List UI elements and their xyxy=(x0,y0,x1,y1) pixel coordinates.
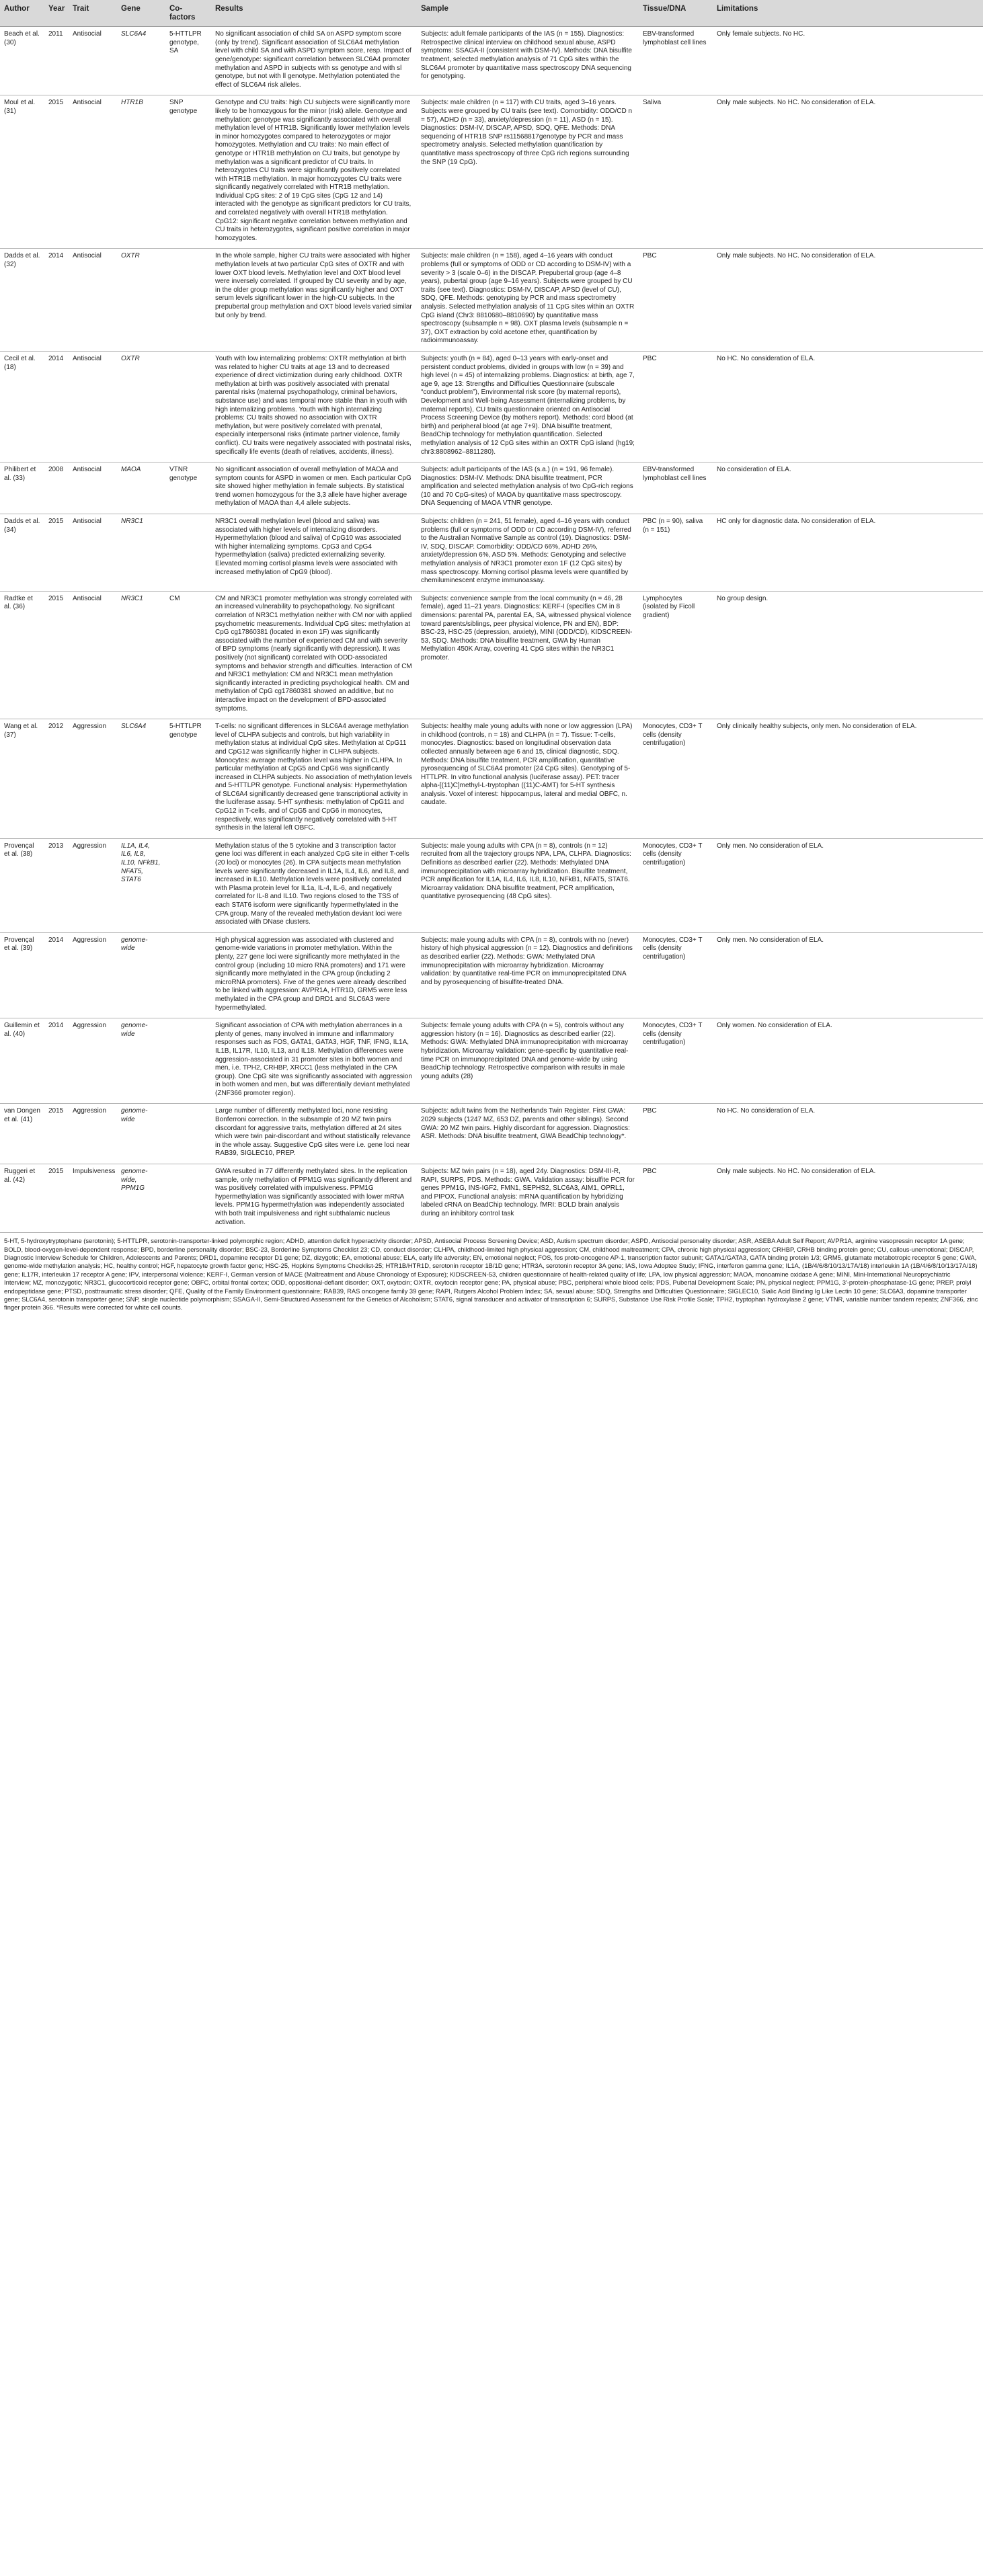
cell-gene: genome-wide xyxy=(117,1018,165,1104)
cell-results: Methylation status of the 5 cytokine and 3 transcription factor gene loci was different in each analyzed CpG site in either T-cells (20 loci) or monocytes (26). In CPA subjects mean methylation levels were significantly decreased in IL1A, IL4, IL6, and IL8, and increased in IL10. Methylation levels were positively correlated with Plasma protein level for IL1a, IL-4, IL-6, and negatively correlated for IL-8 and IL10. Two regions closed to the TSS of each STAT6 isoform were significantly hypermethylated in the CPA group. Many of the revealed methylation deviant loci were associated with DNase clusters. xyxy=(211,838,417,932)
cell-limitations: Only male subjects. No HC. No consideration of ELA. xyxy=(713,249,983,352)
cell-author: van Dongen et al. (41) xyxy=(0,1104,44,1164)
cell-tissue: PBC xyxy=(639,1104,713,1164)
cell-author: Guillemin et al. (40) xyxy=(0,1018,44,1104)
cell-author: Provençal et al. (38) xyxy=(0,838,44,932)
cell-trait: Aggression xyxy=(69,838,117,932)
cell-trait: Antisocial xyxy=(69,95,117,249)
cell-tissue: Monocytes, CD3+ T cells (density centrifugation) xyxy=(639,932,713,1018)
cell-limitations: No consideration of ELA. xyxy=(713,462,983,514)
cell-cofactors xyxy=(165,351,211,462)
cell-year: 2015 xyxy=(44,514,69,592)
cell-limitations: Only clinically healthy subjects, only men. No consideration of ELA. xyxy=(713,719,983,839)
cell-limitations: HC only for diagnostic data. No consideration of ELA. xyxy=(713,514,983,592)
methylation-studies-table xyxy=(0,0,983,1233)
cell-trait: Antisocial xyxy=(69,591,117,719)
cell-gene: IL1A, IL4, IL6, IL8, IL10, NFkB1, NFAT5, STAT6 xyxy=(117,838,165,932)
cell-sample: Subjects: adult participants of the IAS (s.a.) (n = 191, 96 female). Diagnostics: DSM-IV. Methods: DNA bisulfite treatment, PCR amplification and selected methylation analysis of two CpG-rich regions (10 and 70 CpG-sites) of MAOA by quantitative mass spectroscopy. DNA Sequencing of MAOA VTNR genotype. xyxy=(417,462,639,514)
cell-year: 2013 xyxy=(44,838,69,932)
cell-tissue: PBC xyxy=(639,351,713,462)
cell-sample: Subjects: children (n = 241, 51 female), aged 4–16 years with conduct problems (full or symptoms of ODD or CD according DSM-IV), referred to the Australian Normative Sample as control (19). Diagnostics: DSM-IV, SDQ, DISCAP. Comorbidity: ODD/CD 66%, ADHD 26%, anxiety/depression 6%, ASD 5%. Methods: Genotyping and selective methylation analysis of NR3C1 promoter exon 1F (12 CpG sites) by mass spectroscopy. Morning cortisol plasma levels were quantified by chemiluminescent enzyme immunoassay. xyxy=(417,514,639,592)
table-row xyxy=(0,1164,983,1233)
table-row xyxy=(0,351,983,462)
cell-sample: Subjects: MZ twin pairs (n = 18), aged 24y. Diagnostics: DSM-III-R, RAPI, SURPS, PDS. Methods: GWA. Validation assay: bisulfite PCR for genes PPM1G, INS-IGF2, FMN1, SEPHS2, SLC6A3, AIM1, OPRL1, and PIPOX. Functional analysis: mRNA quantification by hybridizing labeled cRNA on BeadChip technology. fMRI: BOLD brain analysis during an inhibitory control task xyxy=(417,1164,639,1233)
cell-year: 2015 xyxy=(44,1164,69,1233)
cell-author: Beach et al. (30) xyxy=(0,27,44,95)
cell-year: 2015 xyxy=(44,591,69,719)
cell-tissue: Monocytes, CD3+ T cells (density centrifugation) xyxy=(639,719,713,839)
table-row xyxy=(0,591,983,719)
cell-trait: Antisocial xyxy=(69,351,117,462)
cell-tissue: PBC (n = 90), saliva (n = 151) xyxy=(639,514,713,592)
cell-tissue: EBV-transformed lymphoblast cell lines xyxy=(639,462,713,514)
table-row xyxy=(0,719,983,839)
cell-year: 2015 xyxy=(44,95,69,249)
cell-results: High physical aggression was associated with clustered and genome-wide variations in promoter methylation. Within the plenty, 227 gene loci were significantly more methylated in the control group (including 10 micro RNA promoters) and 171 were significantly more methylated in the CPA group (including 2 microRNA promoters). Five of the genes were already described to be linked with aggression: AVPR1A, HTR1D, GRM5 were less methylated in the CPA group and DRD1 and SLC6A3 were hypermethylated. xyxy=(211,932,417,1018)
cell-results: Significant association of CPA with methylation aberrances in a plenty of genes, many involved in immune and inflammatory responses such as FOS, GATA1, GATA3, HGF, TNF, IFNG, IL1A, IL1B, IL17R, IL10, IL13, and IL18. Methylation differences were aggression-associated in 31 promoter sites in both women and men, i.e. TPH2, CRHBP, XRCC1 (less methylated in the CPA group). One CpG site was significantly associated with aggression in both women and men, but was differentially deviant methylated (ZNF366 promoter region). xyxy=(211,1018,417,1104)
cell-sample: Subjects: male young adults with CPA (n = 8), controls with no (never) history of high physical aggression (n = 12). Diagnostics and definitions as described earlier (22). Methods: GWA: Methylated DNA immunoprecipitation with microarray hybridization. Microarray validation: by quantitative real-time PCR on immunoprecipitated DNA and by pyrosequencing of bisulfite-treated DNA. xyxy=(417,932,639,1018)
cell-gene: genome-wide, PPM1G xyxy=(117,1164,165,1233)
cell-limitations: Only male subjects. No HC. No consideration of ELA. xyxy=(713,1164,983,1233)
cell-tissue: Monocytes, CD3+ T cells (density centrifugation) xyxy=(639,838,713,932)
cell-results: Genotype and CU traits: high CU subjects were significantly more likely to be homozygous for the minor (risk) allele. Genotype and methylation: genotype was significantly associated with overall methylation level of HTR1B. Significantly lower methylation levels in minor homozygotes compared to heterozygotes or major homozygotes. Methylation and CU traits: No main effect of genotype or HTR1B methylation on CU traits, but genotype by methylation was a significant predictor of CU traits. In heterozygotes CU traits were significantly positively correlated with HTR1B methylation. In major homozygotes CU traits were significantly negatively correlated with HTR1B methylation. Individual CpG sites: 2 of 19 CpG sites (CpG 12 and 14) interacted with the genotype as significant predictors for CU traits, and correlated negatively with overall HTR1B methylation. CpG12: significant negative correlation between methylation and CU traits in heterozygotes, significant positive correlation in major homozygotes. xyxy=(211,95,417,249)
table-row xyxy=(0,838,983,932)
cell-cofactors xyxy=(165,1018,211,1104)
cell-trait: Antisocial xyxy=(69,27,117,95)
cell-cofactors: SNP genotype xyxy=(165,95,211,249)
cell-year: 2011 xyxy=(44,27,69,95)
cell-limitations: No group design. xyxy=(713,591,983,719)
cell-gene: OXTR xyxy=(117,249,165,352)
table-header-row xyxy=(0,0,983,27)
cell-cofactors: VTNR genotype xyxy=(165,462,211,514)
header-limitations: Limitations xyxy=(713,0,983,27)
cell-sample: Subjects: female young adults with CPA (n = 5), controls without any aggression history (n = 16). Diagnostics as described earlier (22). Methods: GWA: Methylated DNA immunoprecipitation with microarray hybridization. Microarray validation: gene-specific by quantitative real-time PCR on immunoprecipitated DNA and genome-wide by using BeadChip technology. Retrospective comparison with results in male young adults (28) xyxy=(417,1018,639,1104)
cell-cofactors xyxy=(165,932,211,1018)
cell-sample: Subjects: adult twins from the Netherlands Twin Register. First GWA: 2029 subjects (1247 MZ, 653 DZ, parents and other siblings). Second GWA: 20 MZ twin pairs. Highly discordant for aggression. Diagnostics: ASR. Methods: DNA bisulfite treatment, GWA BeadChip technology*. xyxy=(417,1104,639,1164)
cell-gene: MAOA xyxy=(117,462,165,514)
cell-tissue: Saliva xyxy=(639,95,713,249)
header-tissue: Tissue/DNA xyxy=(639,0,713,27)
cell-tissue: Lymphocytes (isolated by Ficoll gradient) xyxy=(639,591,713,719)
header-year: Year xyxy=(44,0,69,27)
cell-results: CM and NR3C1 promoter methylation was strongly correlated with an increased vulnerability to psychopathology. No significant correlation of NR3C1 methylation neither with CM nor with applied psychometric measurements. Individual CpG sites: methylation at CpG cg17860381 (located in exon 1F) was significantly associated with the number of experienced CM and with severity of BPD symptoms (nearly significantly with depression). It was positively (not significant) correlated with ODD-associated symptoms and behavior strength and difficulties. Interaction of CM and NR3C1 methylation: CM and NR3C1 mean methylation significantly interacted in predicting psychological health. CM and methylation of CpG cg17860381 showed an additive, but no interactive impact on the development of BPD-associated symptoms. xyxy=(211,591,417,719)
cell-trait: Antisocial xyxy=(69,514,117,592)
cell-year: 2015 xyxy=(44,1104,69,1164)
cell-gene: genome-wide xyxy=(117,1104,165,1164)
cell-author: Wang et al. (37) xyxy=(0,719,44,839)
cell-results: GWA resulted in 77 differently methylated sites. In the replication sample, only methylation of PPM1G was significantly different and was positively correlated with impulsiveness. PPM1G hypermethylation was significantly associated with lower mRNA levels. PPM1G hypermethylation was independently associated with both trait impulsiveness and right subthalamic nucleus activation. xyxy=(211,1164,417,1233)
cell-limitations: Only men. No consideration of ELA. xyxy=(713,838,983,932)
cell-trait: Aggression xyxy=(69,719,117,839)
table-row xyxy=(0,932,983,1018)
header-results: Results xyxy=(211,0,417,27)
cell-tissue: PBC xyxy=(639,1164,713,1233)
cell-cofactors: CM xyxy=(165,591,211,719)
table-row xyxy=(0,1104,983,1164)
table-row xyxy=(0,95,983,249)
cell-author: Dadds et al. (32) xyxy=(0,249,44,352)
table-row xyxy=(0,1018,983,1104)
cell-trait: Aggression xyxy=(69,932,117,1018)
table-row xyxy=(0,514,983,592)
cell-sample: Subjects: male children (n = 117) with CU traits, aged 3–16 years. Subjects were grouped by CU traits (see text). Comorbidity: ODD/CD n = 57), ADHD (n = 33), anxiety/depression (n = 11), ASD (n = 15). Diagnostics: DSM-IV, DISCAP, APSD, SDQ, QFE. Methods: DNA sequencing of HTR1B SNP rs11568817genotype by PCR and mass spectrometry analysis. Selected methylation quantification by quantitative mass spectroscopy of three CpG rich regions surrounding the SNP (19 CpG). xyxy=(417,95,639,249)
cell-sample: Subjects: male young adults with CPA (n = 8), controls (n = 12) recruited from all the trajectory groups NPA, LPA, CLHPA. Diagnostics: Definitions as described earlier (22). Methods: Methylated DNA immunoprecipitation with microarray hybridization. Bisulfite treatment, PCR amplification for IL1A, IL4, IL6, IL8, IL10, NFkB1, NFAT5, STAT6. Microarray validation: DNA bisulfite treatment, PCR amplification, quantitative pyrosequencing (48 CpG sites). xyxy=(417,838,639,932)
cell-sample: Subjects: adult female participants of the IAS (n = 155). Diagnostics: Retrospective clinical interview on childhood sexual abuse, ASPD symptoms: SSAGA-II (consistent with DSM-IV). Methods: DNA bisulfite treatment, selected methylation analysis of 71 CpG sites within the SLC6A4 promoter by quantitative mass spectroscopy DNA sequencing for genotyping. xyxy=(417,27,639,95)
cell-limitations: Only male subjects. No HC. No consideration of ELA. xyxy=(713,95,983,249)
cell-sample: Subjects: male children (n = 158), aged 4–16 years with conduct problems (full or symptoms of ODD or CD according to DSM-IV) with a severity > 3 (scale 0–6) in the DISCAP. Prepubertal group (age 4–8 years), pubertal group (age 9–16 years). Subjects were grouped by CU traits (see text). Diagnostics: DSM-IV, DISCAP, APSD (level of CU), SDQ, QFE. Methods: genotyping by PCR and mass spectrometry analysis. Selected methylation analysis of 11 CpG sites within an OXTR CpG island (Chr3: 8810680–8810690) by quantitative mass spectroscopy (subsample n = 98). OXT plasma levels (subsample n = 37), OXT extraction by cold acetone ether, quantification by radioimmunoassay. xyxy=(417,249,639,352)
cell-author: Radtke et al. (36) xyxy=(0,591,44,719)
table-row xyxy=(0,27,983,95)
cell-cofactors: 5-HTTLPR genotype, SA xyxy=(165,27,211,95)
cell-gene: SLC6A4 xyxy=(117,719,165,839)
cell-trait: Aggression xyxy=(69,1104,117,1164)
cell-author: Moul et al. (31) xyxy=(0,95,44,249)
cell-year: 2014 xyxy=(44,1018,69,1104)
cell-results: Youth with low internalizing problems: OXTR methylation at birth was related to higher CU traits at age 13 and to decreased experience of direct victimization during early childhood. OXTR methylation at birth was positively associated with prenatal parental risks (maternal psychopathology, criminal behaviors, substance use) and was temporal more stable than in youth with high internalizing problems. Youth with high internalizing problems: CU traits showed no association with OXTR methylation, but were positively correlated with prenatal, especially interpersonal risks (intimate partner violence, family conflict). CU traits were negatively associated with postnatal risks, specifically life events (death of relatives, accidents, illness). xyxy=(211,351,417,462)
cell-author: Philibert et al. (33) xyxy=(0,462,44,514)
cell-cofactors xyxy=(165,249,211,352)
cell-sample: Subjects: healthy male young adults with none or low aggression (LPA) in childhood (controls, n = 18) and CLHPA (n = 7). Tissue: T-cells, monocytes. Diagnostics: based on longitudinal observation data collected annually between age 6 and 15, clinical diagnostic, SDQ. Methods: DNA bisulfite treatment, PCR amplification, quantitative pyrosequencing of SLC6A4 promoter (24 CpG sites). Genotyping of 5-HTTLPR. In vitro functional analysis (luciferase assay). PET: tracer alpha-[(11)C]methyl-L-tryptophan ((11)C-AMT) for 5-HT synthesis analysis. Voxel of interest: hippocampus, lateral and medial OBFC, n. caudate. xyxy=(417,719,639,839)
cell-year: 2008 xyxy=(44,462,69,514)
cell-author: Cecil et al. (18) xyxy=(0,351,44,462)
cell-gene: HTR1B xyxy=(117,95,165,249)
cell-tissue: PBC xyxy=(639,249,713,352)
cell-results: T-cells: no significant differences in SLC6A4 average methylation level of CLHPA subjects and controls, but high variability in methylation status at individual CpG sites. Methylation at CpG11 and CpG12 was significantly higher in CLHPA subjects. Monocytes: average methylation level was higher in CLHPA. In particular methylation at CpG5 and CpG6 was significantly increased in CLHPA subjects. No association of methylation levels and 5-HTTLPR genotype. Functional analysis: Hypermethylation of SLC6A4 significantly decreased gene transcriptional activity in the luciferase assay. 5-HT synthesis: methylation of CpG11 and CpG12 in T-cells, and of CpG5 and CpG6 in monocytes, respectively, was significantly negatively correlated with 5-HT synthesis in the lateral left OBFC. xyxy=(211,719,417,839)
cell-sample: Subjects: youth (n = 84), aged 0–13 years with early-onset and persistent conduct problems, divided in groups with low (n = 39) and high level (n = 45) of internalizing problems. Diagnostics: at birth, age 7, age 9, age 13: Strengths and Difficulties Questionnaire (subscale “conduct problem”), Environmental risk score (by maternal reports), Development and Well-being Assessment (internalizing problems, by maternal reports), CU traits questionnaire oriented on Antisocial Process Screening Device (by mothers report). Methods: cord blood (at birth) and peripheral blood (at age 7+9). DNA bisulfite treatment, BeadChip technology for methylation quantification. Selected methylation analysis of 12 CpG sites within an OXTR CpG island (hg19; chr3:8808962–8811280). xyxy=(417,351,639,462)
cell-cofactors xyxy=(165,1104,211,1164)
abbreviations-footnote: 5-HT, 5-hydroxytryptophane (serotonin); 5-HTTLPR, serotonin-transporter-linked polymorphic region; ADHD, attention deficit hyperactivity disorder; APSD, Antisocial Process Screening Device; ASD, Autism spectrum disorder; ASPD, Antisocial personality disorder; ASR, ASEBA Adult Self Report; AVPR1A, arginine vasopressin receptor 1A gene; BOLD, blood-oxygen-level-dependent response; BPD, borderline personality disorder; BSC-23, Borderline Symptoms Checklist 23; CD, conduct disorder; CLHPA, childhood-limited high physical aggression; CM, childhood maltreatment; CPA, chronic high physical aggression; CRHBP, CRHB binding protein gene; CU, callous-unemotional; DISCAP, Diagnostic Interview Schedule for Children, Adolescents and Parents; DRD1, dopamine receptor D1 gene; DZ, dizygotic; EA, emotional abuse; ELA, early life adversity; EN, emotional neglect; FOS, fos proto-oncogene AP-1, transcription factor subunit; GATA1/GATA3, GATA binding protein 1/3; GRM5, glutamate metabotropic receptor 5 gene; GWA, genome-wide methylation analysis; HC, healthy control; HGF, hepatocyte growth factor gene; HSC-25, Hopkins Symptoms Checklist-25; HTR1B/HTR1D, serotonin receptor 1B/1D gene; HTR3A, serotonin receptor 3A gene; IAS, Iowa Adoptee Study; IFNG, interferon gamma gene; IL1A, (1B/4/6/8/10/13/17A/18) interleukin 1A (1B/4/6/8/10/13/17A/18) gene; IL17R, interleukin 17 receptor A gene; IPV, interpersonal violence; KERF-I, German version of MACE (Maltreatment and Abuse Chronology of Exposure); KIDSCREEN-53, children questionnaire of health-related quality of life; LPA, low physical aggression; MAOA, monoamine oxidase A gene; MINI, Mini-International Neuropsychiatric Interview; MZ, monozygotic; NR3C1, glucocorticoid receptor gene; OBFC, orbital frontal cortex; ODD, oppositional-defiant disorder; OXT, oxytocin; OXTR, oxytocin receptor gene; PA, physical abuse; PBC, peripheral whole blood cells; PDS, Pubertal Development Scale; PN, physical neglect; PPM1G, 3′-protein-phosphatase-1G gene; PREP, prolyl endopeptidase gene; PTSD, posttraumatic stress disorder; QFE, Quality of the Family Environment questionnaire; RAB39, RAS oncogene family 39 gene; RAPI, Rutgers Alcohol Problem Index; SA, sexual abuse; SDQ, Strengths and Difficulties Questionnaire; SIGLEC10, Sialic Acid Binding Ig Like Lectin 10 gene; SLC6A3, dopamine transporter gene; SLC6A4, serotonin transporter gene; SNP, single nucleotide polymorphism; SSAGA-II, Semi-Structured Assessment for the Genetics of Alcoholism; STAT6, signal transducer and activator of transcription 6; SURPS, Substance Use Risk Profile Scale; TPH2, tryptophan hydroxylase 2 gene; VTNR, variable number tandem repeats; ZNF366, zinc finger protein 366. *Results were corrected for white cell counts. xyxy=(4,1237,978,1312)
cell-results: No significant association of overall methylation of MAOA and symptom counts for ASPD in women or men. Each particular CpG site showed higher methylation in female subjects. By statistical trend women homozygous for the 3,3 allele have higher average methylation of MAOA than 4,4 allele subjects. xyxy=(211,462,417,514)
cell-year: 2014 xyxy=(44,249,69,352)
cell-limitations: Only men. No consideration of ELA. xyxy=(713,932,983,1018)
cell-tissue: Monocytes, CD3+ T cells (density centrifugation) xyxy=(639,1018,713,1104)
cell-cofactors: 5-HTTLPR genotype xyxy=(165,719,211,839)
cell-gene: OXTR xyxy=(117,351,165,462)
cell-trait: Antisocial xyxy=(69,249,117,352)
cell-cofactors xyxy=(165,838,211,932)
cell-gene: NR3C1 xyxy=(117,591,165,719)
cell-cofactors xyxy=(165,514,211,592)
cell-results: NR3C1 overall methylation level (blood and saliva) was associated with higher levels of internalizing disorders. Hypermethylation (blood and saliva) of CpG10 was associated with higher internalizing symptoms. CpG3 and CpG4 hypermethylation (saliva) predicted externalizing severity. Elevated morning cortisol plasma levels were associated with increased methylation of CpG9 (blood). xyxy=(211,514,417,592)
table-row xyxy=(0,249,983,352)
cell-limitations: No HC. No consideration of ELA. xyxy=(713,351,983,462)
cell-author: Ruggeri et al. (42) xyxy=(0,1164,44,1233)
cell-year: 2012 xyxy=(44,719,69,839)
cell-limitations: Only female subjects. No HC. xyxy=(713,27,983,95)
cell-trait: Aggression xyxy=(69,1018,117,1104)
header-sample: Sample xyxy=(417,0,639,27)
cell-year: 2014 xyxy=(44,932,69,1018)
cell-cofactors xyxy=(165,1164,211,1233)
cell-year: 2014 xyxy=(44,351,69,462)
cell-sample: Subjects: convenience sample from the local community (n = 46, 28 female), aged 11–21 years. Diagnostics: KERF-I (specifies CM in 8 dimensions: parental PA, parental EA, SA, witnessed physical violence toward parents/siblings, peer physical violence, PN and EN), BDP: BSC-23, HSC-25 (depression, anxiety), MINI (ODD/CD), KIDSCREEN-53, SDQ. Methods: DNA bisulfite treatment, GWA by Human Methylation 450K Array, covering 41 CpG sites within the NR3C1 promoter. xyxy=(417,591,639,719)
header-author: Author xyxy=(0,0,44,27)
cell-trait: Antisocial xyxy=(69,462,117,514)
cell-results: No significant association of child SA on ASPD symptom score (only by trend). Significant association of SLC6A4 methylation level with child SA and with ASPD symptom score, resp. Impact of gene/genotype: significant correlation between SLC6A4 promoter methylation and ASPD in subjects with ss genotype and with sl genotype, but not with ll genotype. Methylation potentiated the effect of SLC6A4 risk alleles. xyxy=(211,27,417,95)
header-gene: Gene xyxy=(117,0,165,27)
table-body xyxy=(0,27,983,1233)
cell-limitations: Only women. No consideration of ELA. xyxy=(713,1018,983,1104)
table-row xyxy=(0,462,983,514)
cell-author: Dadds et al. (34) xyxy=(0,514,44,592)
cell-gene: NR3C1 xyxy=(117,514,165,592)
cell-gene: SLC6A4 xyxy=(117,27,165,95)
cell-limitations: No HC. No consideration of ELA. xyxy=(713,1104,983,1164)
cell-results: Large number of differently methylated loci, none resisting Bonferroni correction. In the subsample of 20 MZ twin pairs discordant for aggressive traits, methylation differed at 24 sites which were twin pair-discordant and without statistically relevance in the whole assay. Suggestive CpG sites were i.e. gene loci near RAB39, SIGLEC10, PREP. xyxy=(211,1104,417,1164)
header-cofactors: Co-factors xyxy=(165,0,211,27)
cell-results: In the whole sample, higher CU traits were associated with higher methylation levels at two particular CpG sites of OXTR and with lower OXT blood levels. Methylation level and OXT blood level were inversely correlated. If grouped by CU severity and by age, in the older group methylation was significantly higher and OXT serum levels significant lower in the high-CU subjects. In the prepubertal group methylation and OXT blood levels varied similar but only by trend. xyxy=(211,249,417,352)
cell-trait: Impulsiveness xyxy=(69,1164,117,1233)
header-trait: Trait xyxy=(69,0,117,27)
cell-author: Provençal et al. (39) xyxy=(0,932,44,1018)
cell-gene: genome-wide xyxy=(117,932,165,1018)
cell-tissue: EBV-transformed lymphoblast cell lines xyxy=(639,27,713,95)
